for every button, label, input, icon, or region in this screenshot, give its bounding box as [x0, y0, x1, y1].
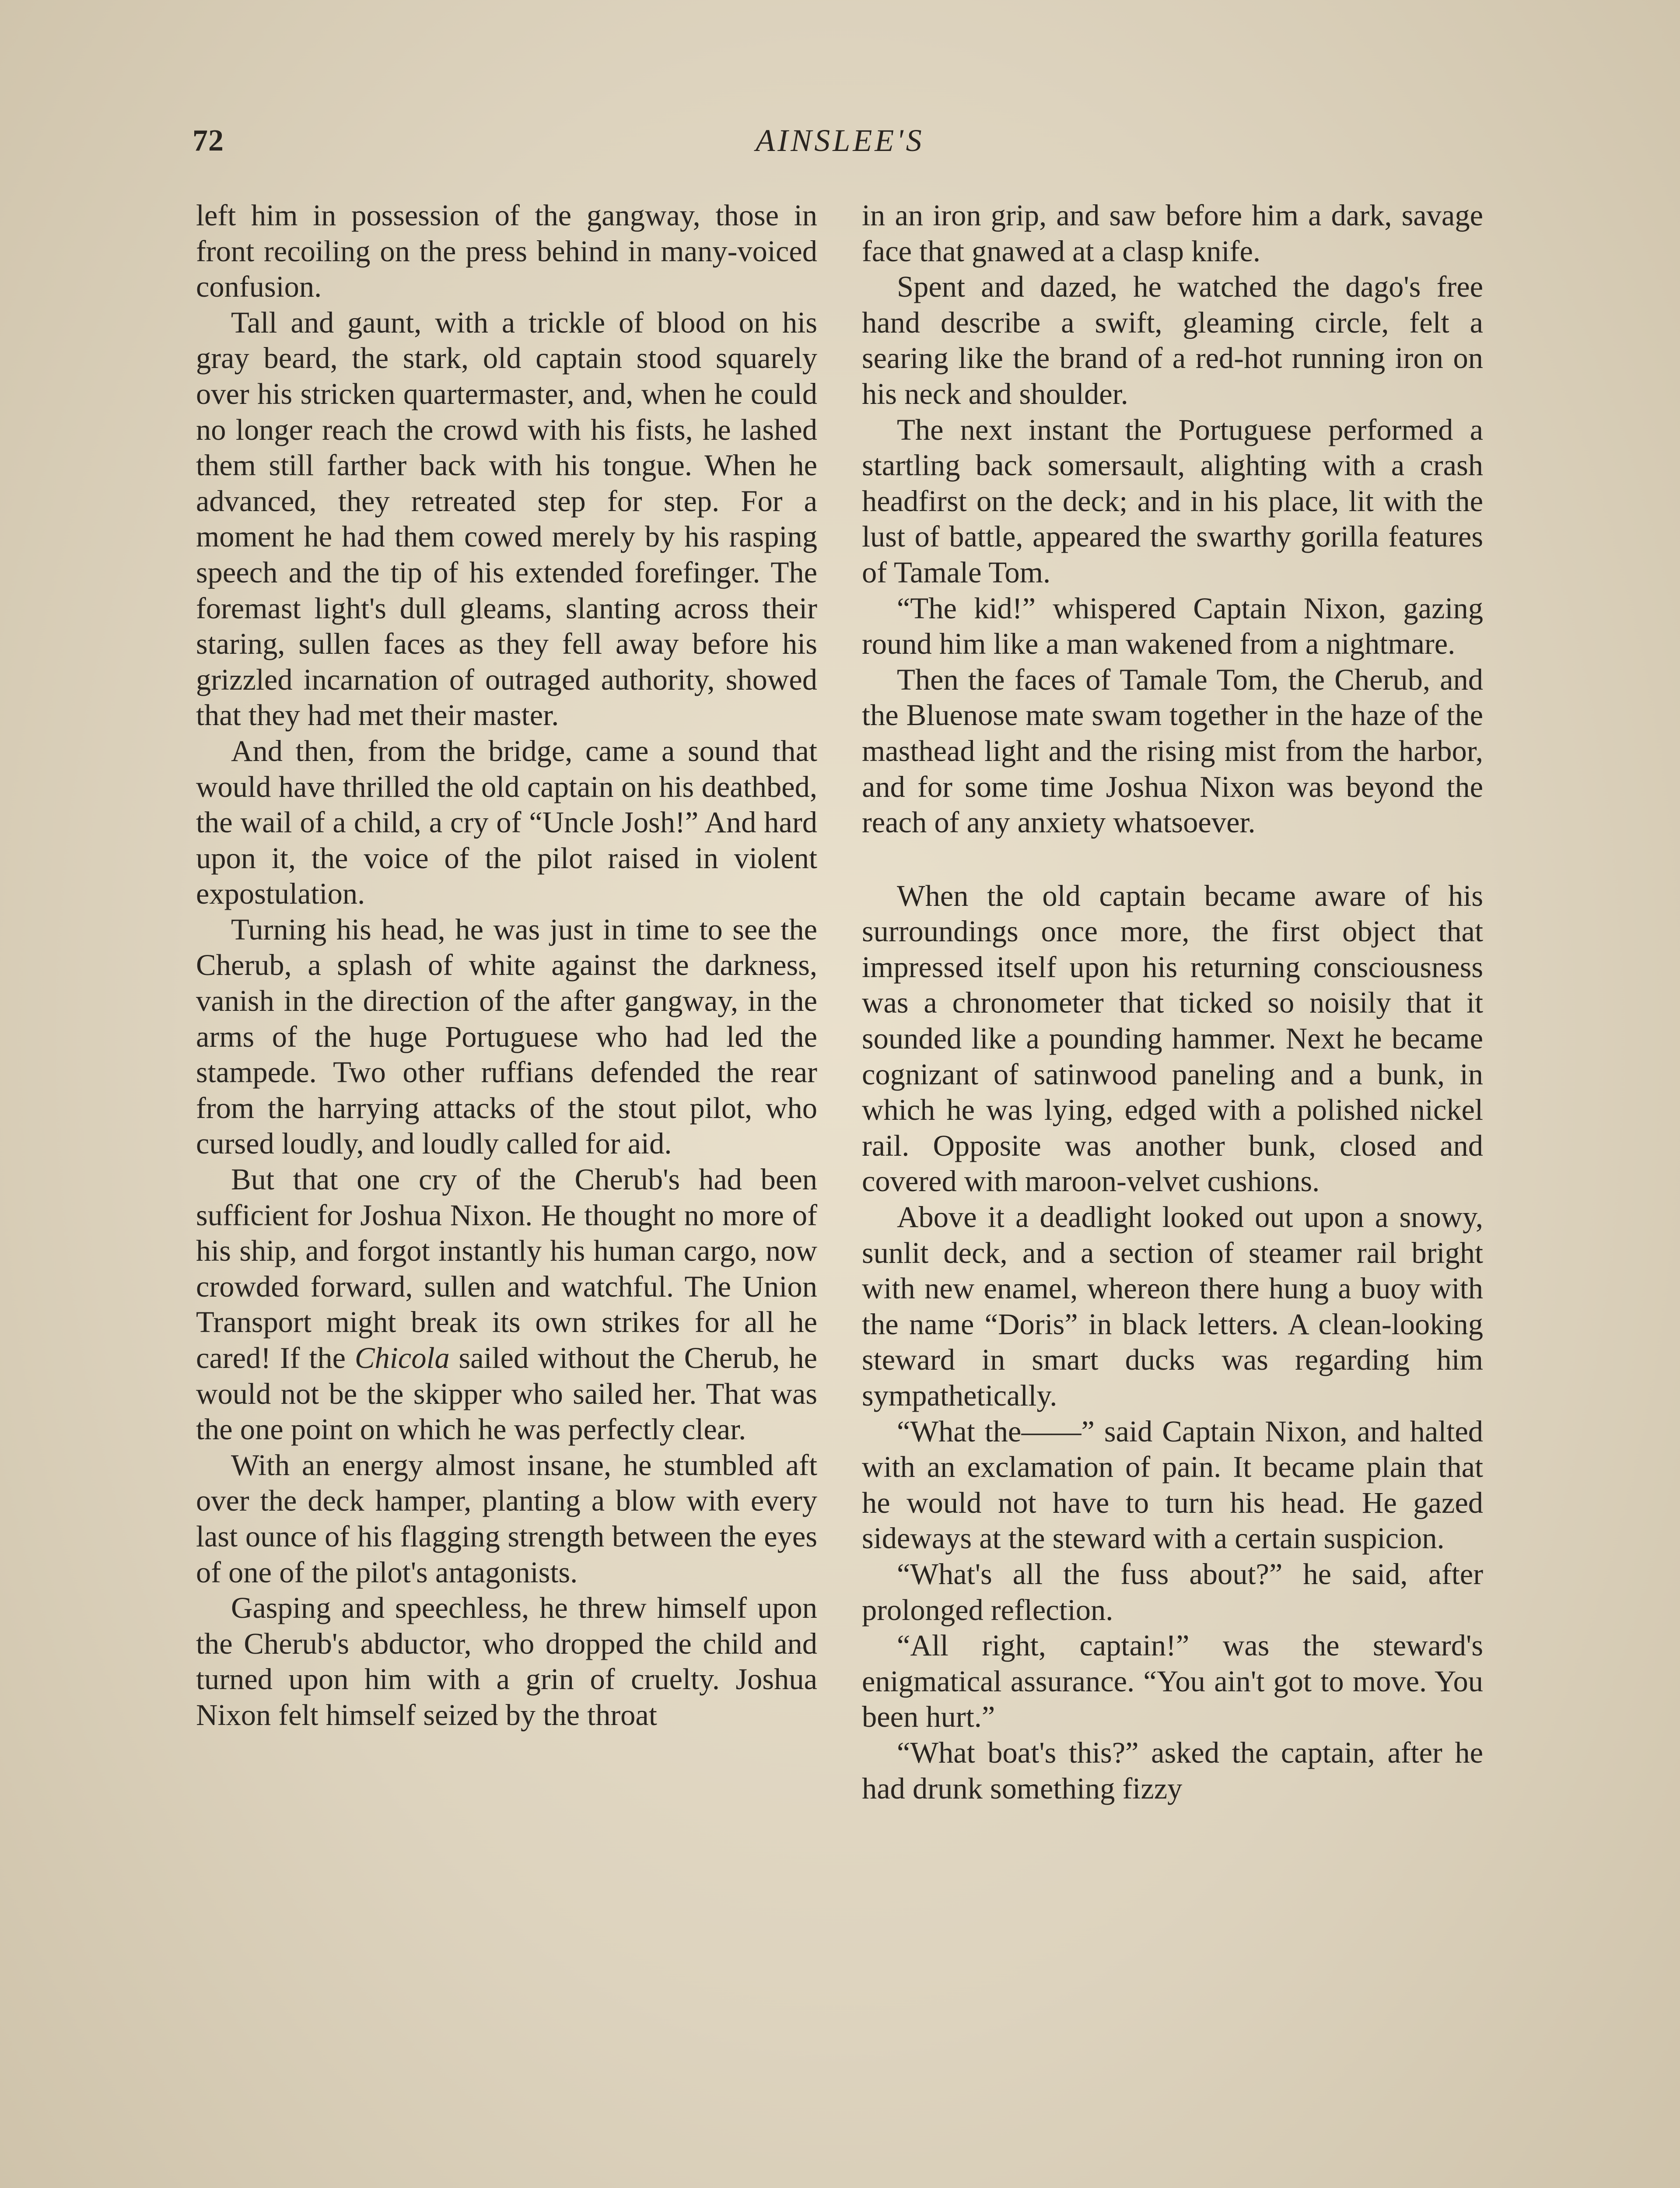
paragraph: “What's all the fuss about?” he said, after prolonged reflection.	[862, 1557, 1483, 1627]
paragraph-text: sailed without the Cherub, he would not be the skipper who sailed her. That was the one point on which he was perfectly clear.	[196, 1341, 817, 1446]
paragraph: When the old captain became aware of his surroundings once more, the first object that impressed itself upon his returning consciousness was a chronometer that ticked so noisily that it sounded like a pounding hammer. Next he became cognizant of satinwood paneling and a bunk, in which he was lying, edged with a polished nickel rail. Opposite was another bunk, closed and covered with maroon-velvet cushions.	[862, 879, 1483, 1198]
ship-name: Chicola	[354, 1341, 450, 1375]
paragraph: Spent and dazed, he watched the dago's free hand describe a swift, gleaming circle, felt a searing like the brand of a red-hot running iron on his neck and shoulder.	[862, 270, 1483, 410]
left-column	[196, 198, 817, 2188]
right-column	[862, 198, 1483, 2188]
running-title: AINSLEE'S	[756, 123, 924, 158]
paragraph: The next instant the Portuguese performed a startling back somersault, alighting with a crash headfirst on the deck; and in his place, lit with the lust of battle, appeared the swarthy gorilla features of Tamale Tom.	[862, 413, 1483, 589]
paragraph: left him in possession of the gangway, those in front recoiling on the press behind in many-voiced confusion.	[196, 199, 817, 304]
paragraph: “The kid!” whispered Captain Nixon, gazing round him like a man wakened from a nightmare.	[862, 591, 1483, 661]
paragraph: And then, from the bridge, came a sound that would have thrilled the old captain on his deathbed, the wail of a child, a cry of “Uncle Josh!” And hard upon it, the voice of the pilot raised in violent expostulation.	[196, 734, 817, 911]
paragraph: in an iron grip, and saw before him a dark, savage face that gnawed at a clasp knife.	[862, 199, 1483, 268]
paragraph	[196, 1162, 817, 1448]
paragraph: “What boat's this?” asked the captain, after he had drunk something fizzy	[862, 1736, 1483, 1805]
paragraph: “What the——” said Captain Nixon, and halted with an exclamation of pain. It became plain that he would not have to turn his head. He gazed sideways at the steward with a certain suspicion.	[862, 1414, 1483, 1555]
paragraph-text: But that one cry of the Cherub's had been sufficient for Joshua Nixon. He thought no more of his ship, and forgot instantly his human cargo, now crowded forward, sullen and watchful. The Union Transport might break its own strikes for all he cared! If the	[196, 1163, 817, 1375]
paragraph: With an energy almost insane, he stumbled aft over the deck hamper, planting a blow with every last ounce of his flagging strength between the eyes of one of the pilot's antagonists.	[196, 1448, 817, 1589]
paragraph: Tall and gaunt, with a trickle of blood on his gray beard, the stark, old captain stood squarely over his stricken quartermaster, and, when he could no longer reach the crowd with his fists, he lashed them still farther back with his tongue. When he advanced, they retreated step for step. For a moment he had them cowed merely by his rasping speech and the tip of his extended forefinger. The foremast light's dull gleams, slanting across their staring, sullen faces as they fell away before his grizzled incarnation of outraged authority, showed that they had met their master.	[196, 305, 817, 732]
paragraph: Then the faces of Tamale Tom, the Cherub, and the Bluenose mate swam together in the haze of the masthead light and the rising mist from the harbor, and for some time Joshua Nixon was beyond the reach of any anxiety whatsoever.	[862, 663, 1483, 839]
paragraph: Above it a deadlight looked out upon a snowy, sunlit deck, and a section of steamer rail bright with new enamel, whereon there hung a buoy with the name “Doris” in black letters. A clean-looking steward in smart ducks was regarding him sympathetically.	[862, 1200, 1483, 1412]
paragraph: Gasping and speechless, he threw himself upon the Cherub's abductor, who dropped the child and turned upon him with a grin of cruelty. Joshua Nixon felt himself seized by the throat	[196, 1591, 817, 1732]
paragraph: Turning his head, he was just in time to see the Cherub, a splash of white against the darkness, vanish in the direction of the after gangway, in the arms of the huge Portuguese who had led the stampede. Two other ruffians defended the rear from the harrying attacks of the stout pilot, who cursed loudly, and loudly called for aid.	[196, 912, 817, 1161]
paragraph: “All right, captain!” was the steward's enigmatical assurance. “You ain't got to move. You been hurt.”	[862, 1629, 1483, 1734]
page-number: 72	[192, 124, 224, 158]
